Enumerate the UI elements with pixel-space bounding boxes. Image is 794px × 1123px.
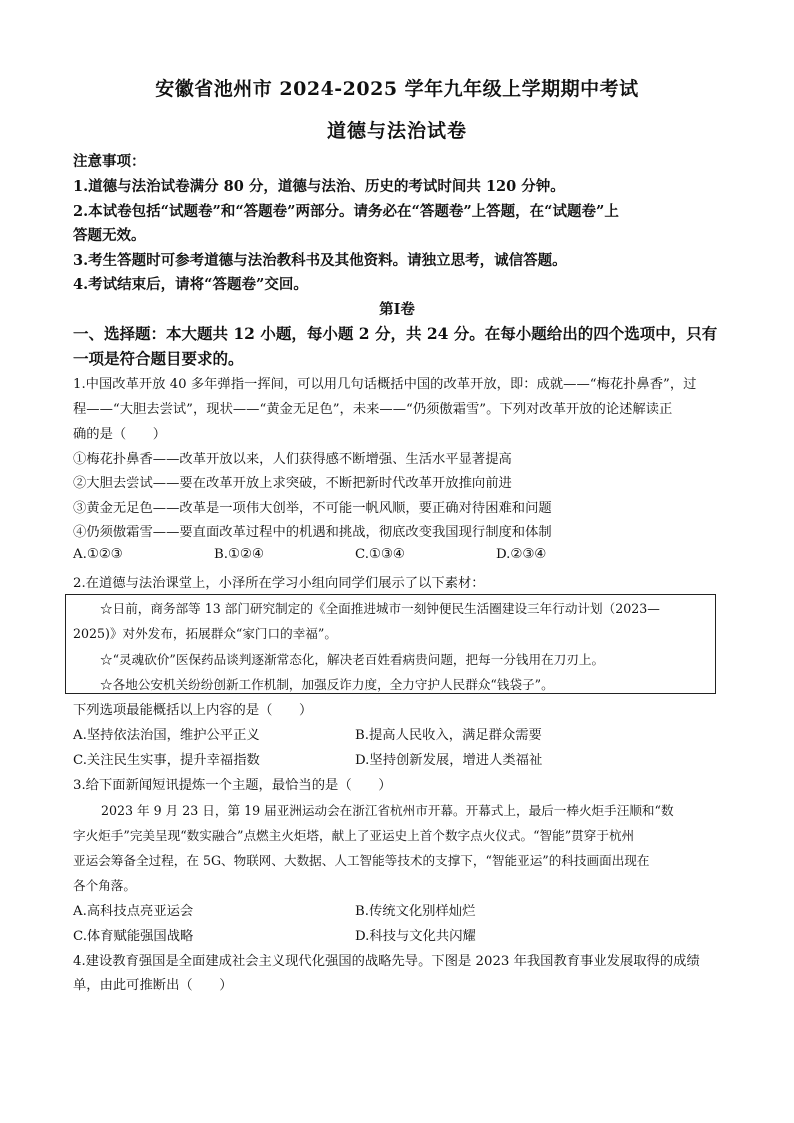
q2-material-line: ☆“灵魂砍价”医保药品谈判逐渐常态化，解决老百姓看病贵问题，把每一分钱用在刀刃上。 bbox=[100, 652, 605, 667]
q2-option-b: B.提高人民收入，满足群众需要 bbox=[355, 728, 542, 743]
notice-item: 3.考生答题时可参考道德与法治教科书及其他资料。请独立思考，诚信答题。 bbox=[73, 252, 567, 269]
q2-stem: 2.在道德与法治课堂上，小泽所在学习小组向同学们展示了以下素材： bbox=[73, 576, 485, 591]
q2-material-line: ☆各地公安机关纷纷创新工作机制，加强反诈力度，全力守护人民群众“钱袋子”。 bbox=[100, 677, 554, 692]
q4-stem: 单，由此可推断出（ ） bbox=[73, 978, 233, 993]
exam-subject: 道德与法治试卷 bbox=[326, 120, 467, 142]
q2-material-line: 2025)》对外发布，拓展群众“家门口的幸福”。 bbox=[73, 626, 337, 641]
q3-option-b: B.传统文化别样灿烂 bbox=[355, 904, 476, 919]
q2-option-a: A.坚持依法治国，维护公平正义 bbox=[73, 728, 260, 743]
q1-stem: 程——“大胆去尝试”，现状——“黄金无足色”，未来——“仍须傲霜雪”。下列对改革开放的论述解读正 bbox=[73, 402, 673, 417]
q4-stem: 4.建设教育强国是全面建成社会主义现代化强国的战略先导。下图是 2023 年我国教育事业发展取得的成绩 bbox=[73, 954, 700, 969]
q1-stem: 1.中国改革开放 40 多年弹指一挥间，可以用几句话概括中国的改革开放，即：成就——“梅花扑鼻香”，过 bbox=[73, 377, 697, 392]
q3-news-line: 字火炬手”完美呈现“数实融合”点燃主火炬塔，献上了亚运史上首个数字点火仪式。“智能”贯穿于杭州 bbox=[73, 828, 635, 843]
notice-item: 4.考试结束后，请将“答题卷”交回。 bbox=[73, 276, 308, 293]
q1-statement: ③黄金无足色——改革是一项伟大创举，不可能一帆风顺，要正确对待困难和问题 bbox=[73, 501, 552, 516]
section-label: 第Ⅰ卷 bbox=[379, 301, 415, 318]
q3-stem: 3.给下面新闻短讯提炼一个主题，最恰当的是（ ） bbox=[73, 778, 392, 793]
q1-statement: ④仍须傲霜雪——要直面改革过程中的机遇和挑战，彻底改变我国现行制度和体制 bbox=[73, 525, 552, 540]
q1-stem: 确的是（ ） bbox=[73, 427, 167, 442]
notice-item: 答题无效。 bbox=[73, 227, 146, 244]
q3-option-a: A.高科技点亮亚运会 bbox=[73, 904, 194, 919]
q3-option-d: D.科技与文化共闪耀 bbox=[355, 929, 476, 944]
q1-option-a: A.①②③ bbox=[73, 547, 123, 562]
q2-option-d: D.坚持创新发展，增进人类福祉 bbox=[355, 753, 543, 768]
section-heading: 一项是符合题目要求的。 bbox=[73, 349, 244, 368]
q1-statement: ①梅花扑鼻香——改革开放以来，人们获得感不断增强、生活水平显著提高 bbox=[73, 452, 512, 467]
q3-news-line: 亚运会筹备全过程，在 5G、物联网、大数据、人工智能等技术的支撑下，“智能亚运”的科技画面出现在 bbox=[73, 853, 650, 868]
q3-news-line: 各个角落。 bbox=[73, 878, 136, 893]
notice-item: 2.本试卷包括“试题卷”和“答题卷”两部分。请务必在“答题卷”上答题，在“试题卷”上 bbox=[73, 203, 619, 220]
q1-option-c: C.①③④ bbox=[355, 547, 405, 562]
q1-option-d: D.②③④ bbox=[496, 547, 547, 562]
q3-news-line: 2023 年 9 月 23 日，第 19 届亚洲运动会在浙江省杭州市开幕。开幕式上，最后一棒火炬手汪顺和“数 bbox=[101, 803, 674, 818]
notice-item: 1.道德与法治试卷满分 80 分，道德与法治、历史的考试时间共 120 分钟。 bbox=[73, 178, 565, 195]
section-heading: 一、选择题：本大题共 12 小题，每小题 2 分，共 24 分。在每小题给出的四个选项中，只有 bbox=[73, 324, 718, 343]
q1-option-b: B.①②④ bbox=[214, 547, 264, 562]
notice-heading: 注意事项： bbox=[73, 153, 146, 170]
q1-statement: ②大胆去尝试——要在改革开放上求突破，不断把新时代改革开放推向前进 bbox=[73, 476, 512, 491]
q2-option-c: C.关注民生实事，提升幸福指数 bbox=[73, 753, 260, 768]
q2-material-line: ☆日前，商务部等 13 部门研究制定的《全面推进城市一刻钟便民生活圈建设三年行动计划（2023— bbox=[100, 601, 660, 616]
exam-title: 安徽省池州市 2024-2025 学年九年级上学期期中考试 bbox=[155, 78, 639, 100]
q2-prompt: 下列选项最能概括以上内容的是（ ） bbox=[73, 703, 313, 718]
q3-option-c: C.体育赋能强国战略 bbox=[73, 929, 194, 944]
